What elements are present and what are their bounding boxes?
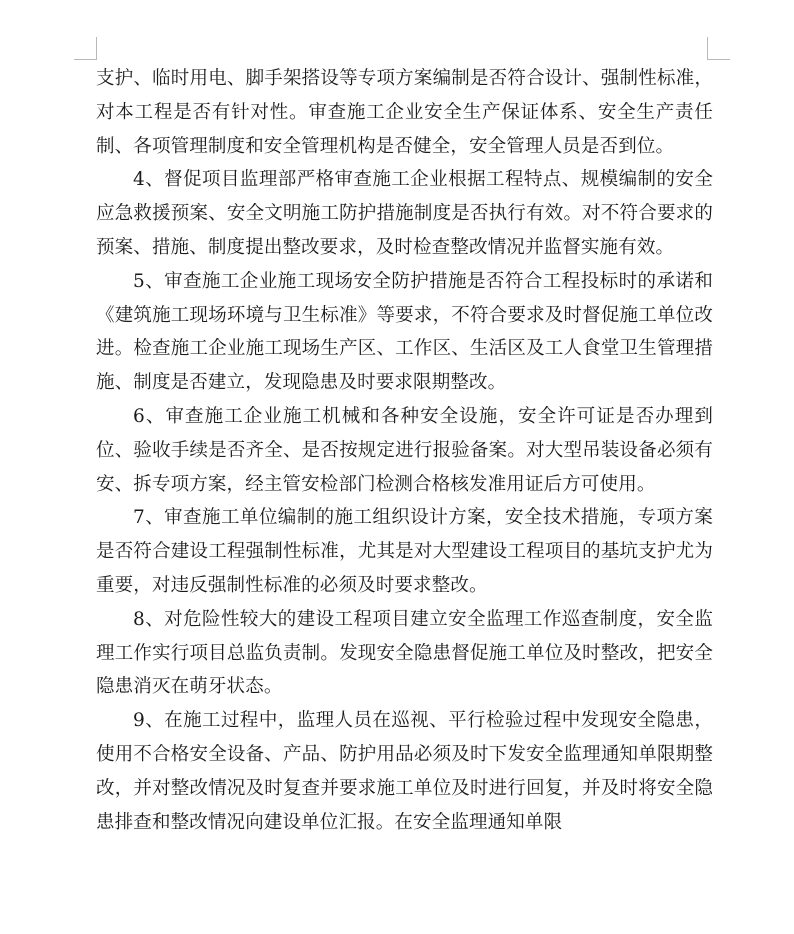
paragraph-item-9: 9、在施工过程中，监理人员在巡视、平行检验过程中发现安全隐患，使用不合格安全设备、产品、防护用品必须及时下发安全监理通知单限期整改，并对整改情况及时复查并要求施工单位及时进行回复，并及时将安全隐患排查和整改情况向建设单位汇报。在安全监理通知单限	[96, 710, 713, 833]
paragraph-item-4: 4、督促项目监理部严格审查施工企业根据工程特点、规模编制的安全应急救援预案、安全文明施工防护措施制度是否执行有效。对不符合要求的预案、措施、制度提出整改要求，及时检查整改情况并监督实施有效。	[96, 169, 713, 258]
top-left-margin-mark	[74, 37, 97, 60]
paragraph-item-6: 6、审查施工企业施工机械和各种安全设施，安全许可证是否办理到位、验收手续是否齐全、是否按规定进行报验备案。对大型吊装设备必须有安、拆专项方案，经主管安检部门检测合格核发准用证后方可使用。	[96, 405, 713, 495]
top-right-margin-mark	[707, 37, 730, 60]
paragraph-item-5: 5、审查施工企业施工现场安全防护措施是否符合工程投标时的承诺和《建筑施工现场环境与卫生标准》等要求，不符合要求及时督促施工单位改进。检查施工企业施工现场生产区、工作区、生活区及工人食堂卫生管理措施、制度是否建立，发现隐患及时要求限期整改。	[96, 270, 713, 394]
paragraph-continuation: 支护、临时用电、脚手架搭设等专项方案编制是否符合设计、强制性标准，对本工程是否有针对性。审查施工企业安全生产保证体系、安全生产责任制、各项管理制度和安全管理机构是否健全，安全管理人员是否到位。	[96, 68, 713, 157]
paragraph-item-8: 8、对危险性较大的建设工程项目建立安全监理工作巡查制度，安全监理工作实行项目总监负责制。发现安全隐患督促施工单位及时整改，把安全隐患消灭在萌牙状态。	[96, 608, 713, 698]
paragraph-item-7: 7、审查施工单位编制的施工组织设计方案，安全技术措施，专项方案是否符合建设工程强制性标准，尤其是对大型建设工程项目的基坑支护尤为重要，对违反强制性标准的必须及时要求整改。	[96, 507, 713, 596]
document-body[interactable]	[96, 62, 713, 839]
